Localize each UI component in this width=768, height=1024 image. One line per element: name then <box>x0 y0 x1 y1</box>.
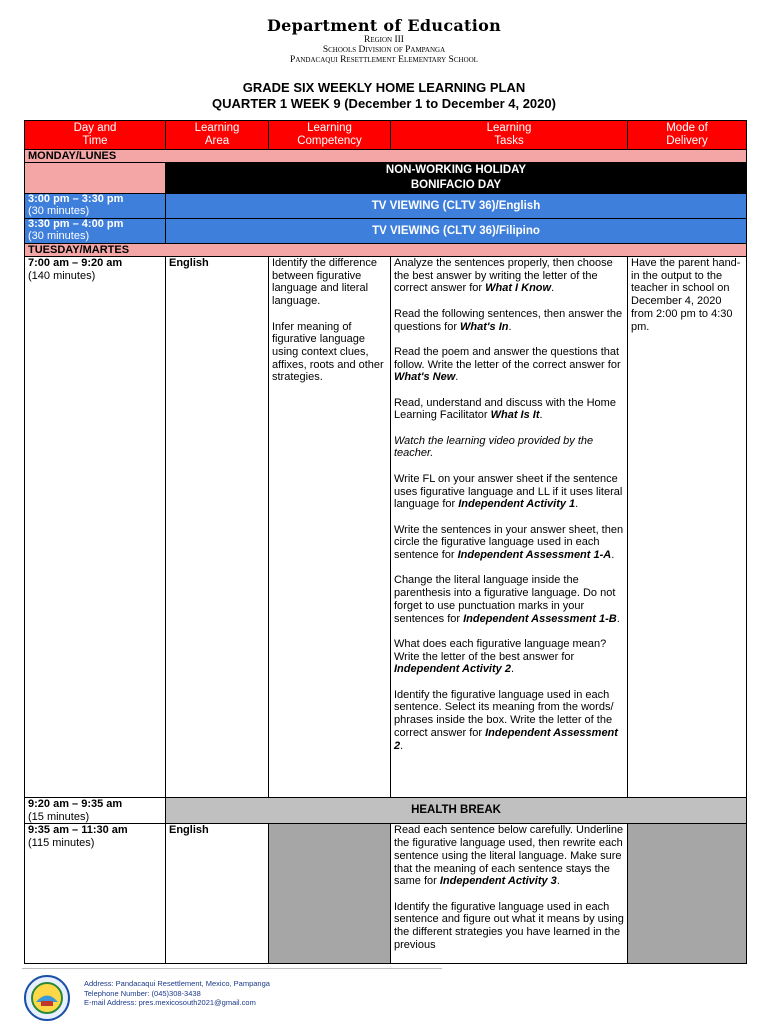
learning-plan-table <box>24 120 747 964</box>
department-name: Department of Education <box>266 16 502 35</box>
holiday-label: NON-WORKING HOLIDAY BONIFACIO DAY <box>166 163 747 194</box>
day-row-monday <box>25 150 747 163</box>
address: Address: Pandacaqui Resettlement, Mexico, Pampanga <box>84 979 270 988</box>
health-break-row <box>25 798 747 824</box>
learning-area: English <box>166 824 269 964</box>
mode-of-delivery-empty <box>628 824 747 964</box>
plan-subtitle: QUARTER 1 WEEK 9 (December 1 to December 4, 2020) <box>212 96 556 111</box>
footer <box>22 968 442 1019</box>
header-learning-tasks: Learning Tasks <box>391 121 628 150</box>
tv2-label: TV VIEWING (CLTV 36)/Filipino <box>166 219 747 244</box>
day-label: MONDAY/LUNES <box>25 150 747 163</box>
session-row-english-2 <box>25 824 747 964</box>
learning-competency: Identify the difference between figurative language and literal language. Infer meaning of figurative language using context clues, affixes, roots and other strategies. <box>269 257 391 798</box>
header-mode-of-delivery: Mode of Delivery <box>628 121 747 150</box>
learning-tasks: Read each sentence below carefully. Underline the figurative language used, then rewrite each sentence using the literal language. Make sure that the meaning of each sentence stays the same for Independent Activity 3. Identify the figurative language used in each sentence and figure out what it means by using the different strategies you have learned in the previous <box>391 824 628 964</box>
school-seal-icon <box>24 975 70 1021</box>
table-header-row <box>25 121 747 150</box>
day-row-tuesday <box>25 244 747 257</box>
contact-info <box>84 979 270 1008</box>
tv-viewing-english-row <box>25 194 747 219</box>
plan-title: GRADE SIX WEEKLY HOME LEARNING PLAN <box>242 80 526 95</box>
session-time: 9:35 am – 11:30 am (115 minutes) <box>25 824 166 964</box>
tv1-label: TV VIEWING (CLTV 36)/English <box>166 194 747 219</box>
header-learning-competency: Learning Competency <box>269 121 391 150</box>
school-name: Pandacaqui Resettlement Elementary School <box>290 55 478 65</box>
header-day-time: Day and Time <box>25 121 166 150</box>
division: Schools Division of Pampanga <box>322 45 446 55</box>
tv1-time: 3:00 pm – 3:30 pm (30 minutes) <box>25 194 166 219</box>
tv-viewing-filipino-row <box>25 219 747 244</box>
mode-of-delivery: Have the parent hand-in the output to the teacher in school on December 4, 2020 from 2:00 pm to 4:30 pm. <box>628 257 747 798</box>
email: E-mail Address: pres.mexicosouth2021@gmail.com <box>84 998 256 1007</box>
session-time: 7:00 am – 9:20 am (140 minutes) <box>25 257 166 798</box>
break-time: 9:20 am – 9:35 am (15 minutes) <box>25 798 166 824</box>
break-label: HEALTH BREAK <box>166 798 747 824</box>
header-learning-area: Learning Area <box>166 121 269 150</box>
learning-tasks: Analyze the sentences properly, then choose the best answer by writing the letter of the correct answer for What I Know. Read the following sentences, then answer the questions for What's In. Read the poem and answer the questions that follow. Write the letter of the correct answer for What's New. Read, understand and discuss with the Home Learning Facilitator What Is It. Watch the learning video provided by the teacher. Write FL on your answer sheet if the sentence uses figurative language and LL if it uses literal language for Independent Activity 1. Write the sentences in your answer sheet, then circle the figurative language used in each sentence for Independent Assessment 1-A. Change the literal language inside the parenthesis into a figurative language. Do not forget to use punctuation marks in your sentences for Independent Assessment 1-B. What does each figurative language mean? Write the letter of the best answer for Independent Activity 2. Identify the figurative language used in each sentence. Select its meaning from the words/ phrases inside the box. Write the letter of the correct answer for Independent Assessment 2. <box>391 257 628 798</box>
day-label: TUESDAY/MARTES <box>25 244 747 257</box>
learning-area: English <box>166 257 269 798</box>
region: Region III <box>364 35 404 45</box>
telephone: Telephone Number: (045)308-3438 <box>84 988 201 998</box>
tv2-time: 3:30 pm – 4:00 pm (30 minutes) <box>25 219 166 244</box>
letterhead <box>0 16 768 65</box>
holiday-row <box>25 163 747 194</box>
session-row-english-1 <box>25 257 747 798</box>
learning-competency-empty <box>269 824 391 964</box>
